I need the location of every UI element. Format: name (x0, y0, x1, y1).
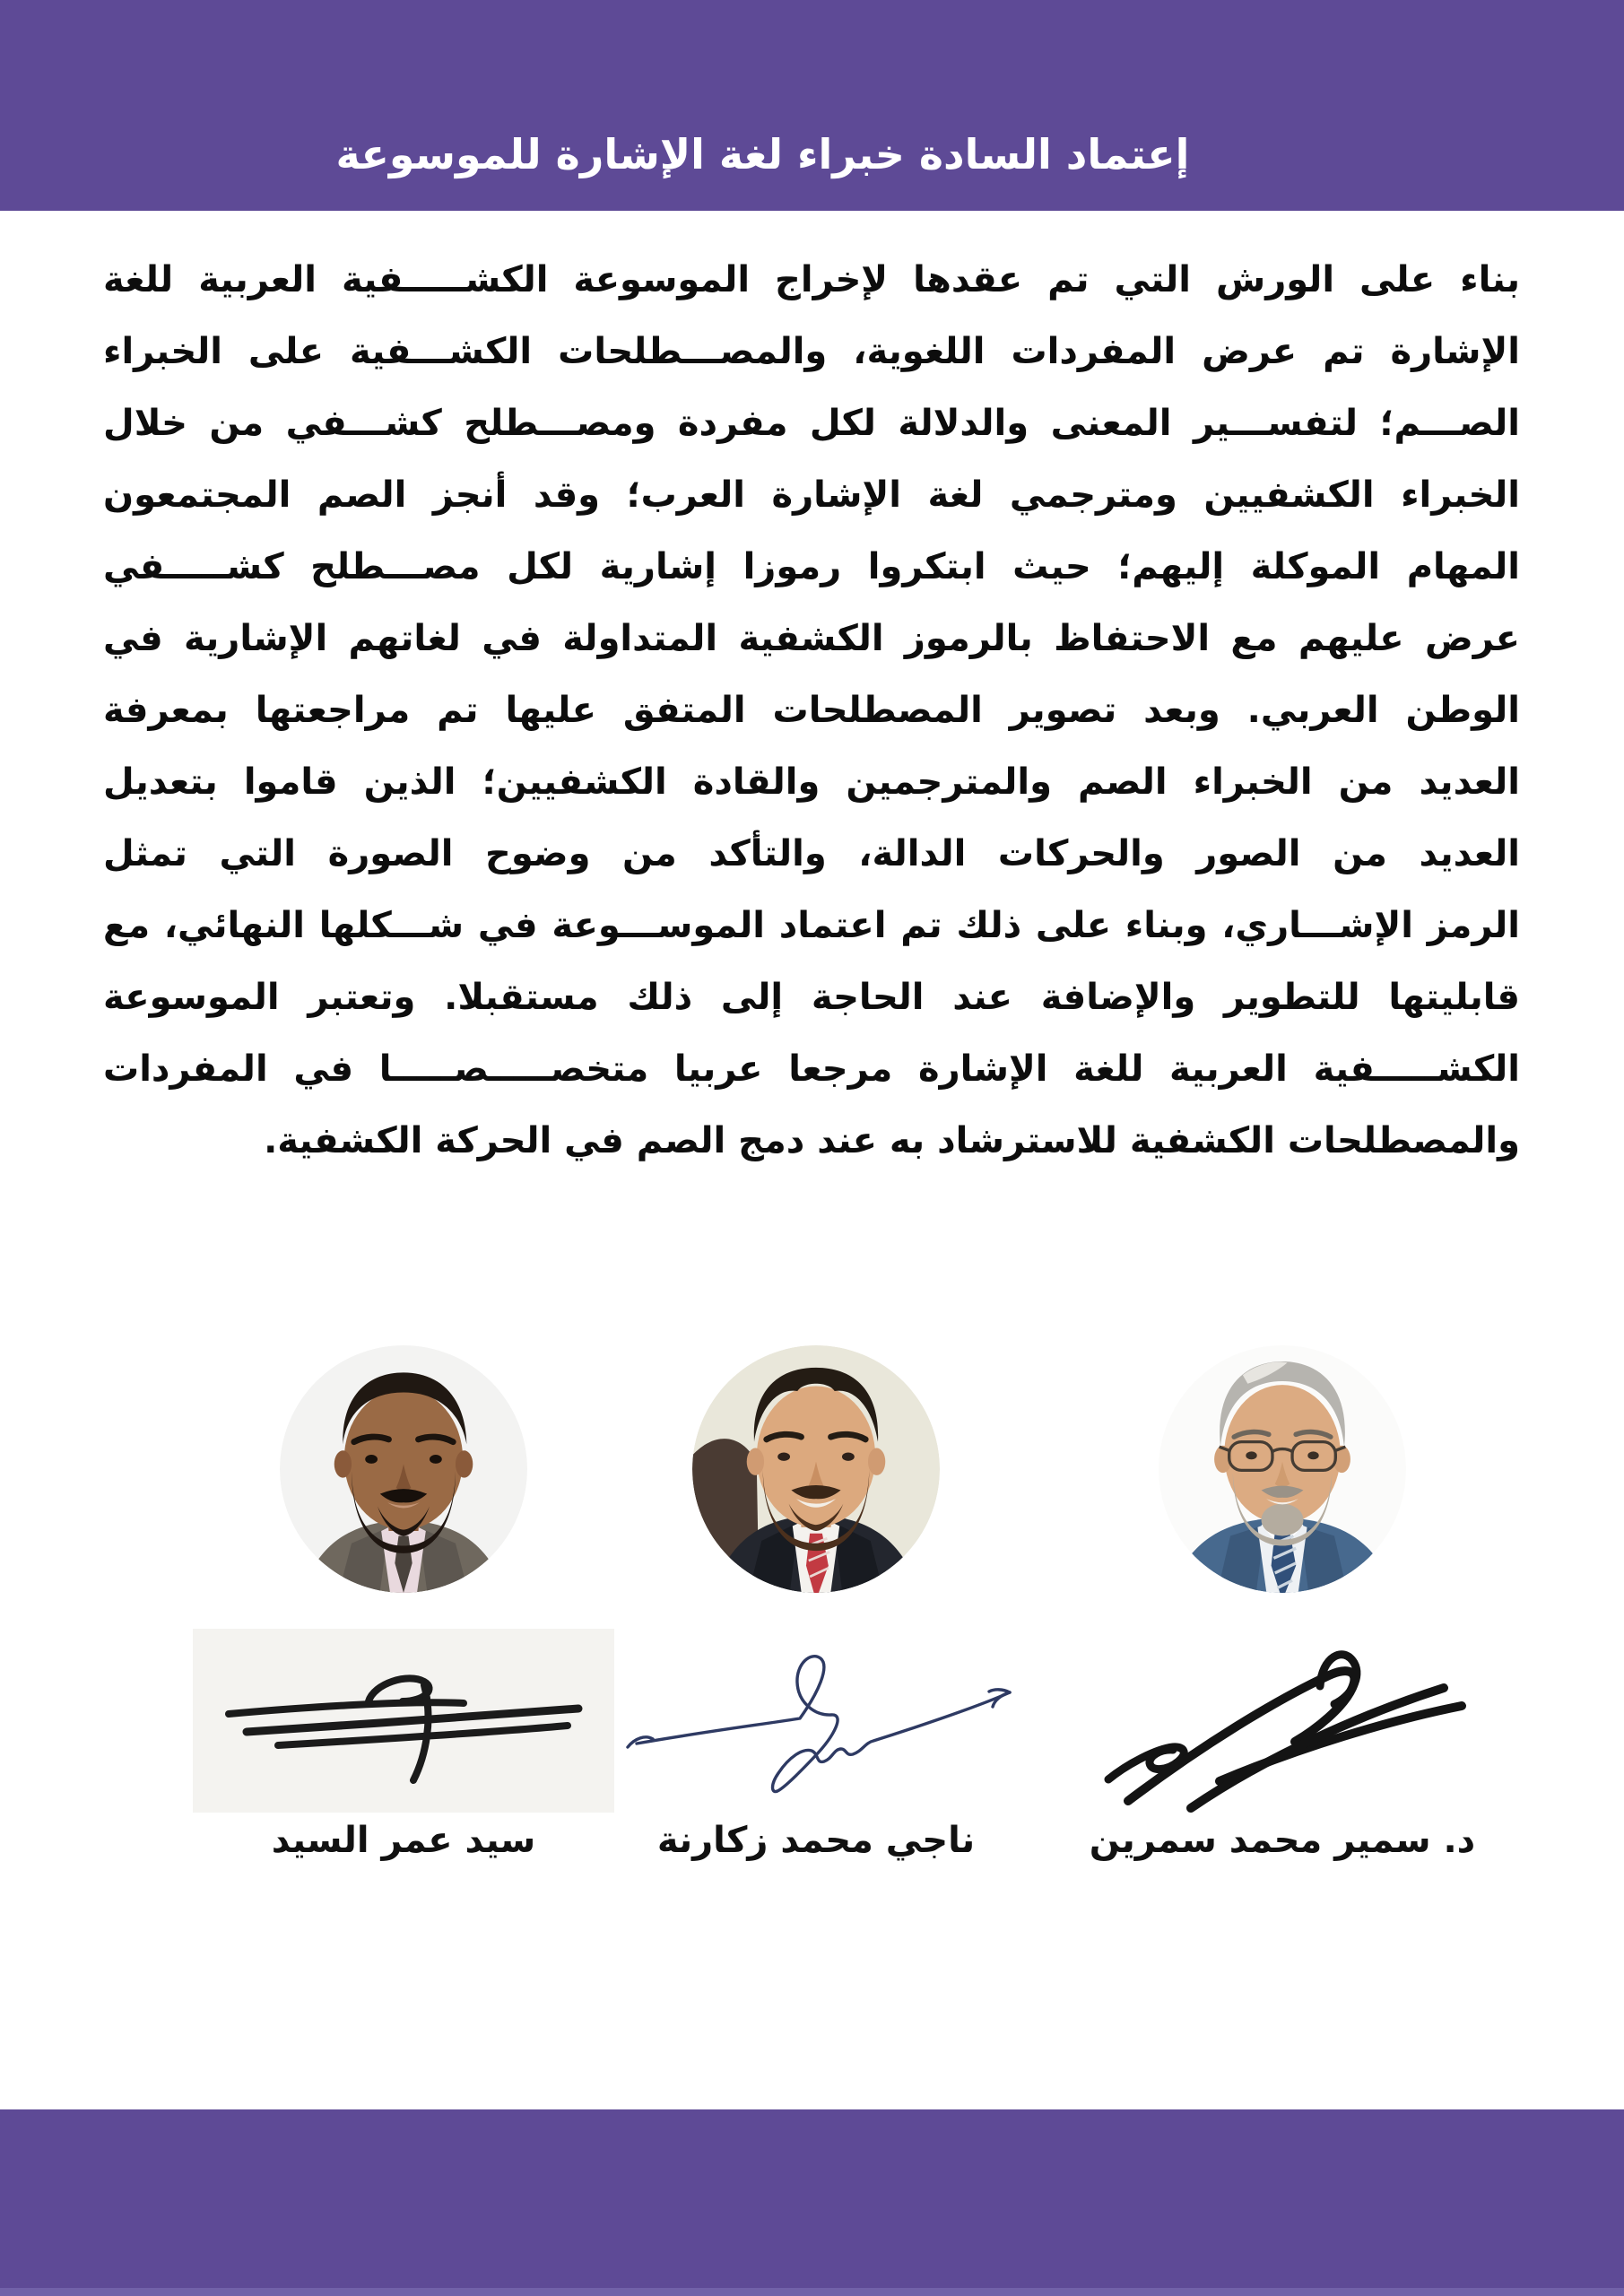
paragraph-line: العديد من الخبراء الصم والمترجمين والقادة الكشفيين؛ الذين قاموا بتعديل (103, 761, 1520, 803)
paragraph-line: الرمز الإشـــاري، وبناء على ذلك تم اعتماد الموســـوعة في شـــكلها النهائي، مع (103, 905, 1520, 946)
signature-ink (1085, 1629, 1480, 1813)
paragraph-line: قابليتها للتطوير والإضافة عند الحاجة إلى ذلك مستقبلا. وتعتبر الموسوعة (103, 977, 1520, 1018)
signature-sayed (193, 1629, 614, 1813)
signer-photo-naji (692, 1345, 940, 1593)
signer-column-naji (605, 1345, 1027, 1861)
paragraph-line: الوطن العربي. وبعد تصوير المصطلحات المتفق عليها تم مراجعتها بمعرفة (103, 690, 1520, 731)
paragraph-line: الخبراء الكشفيين ومترجمي لغة الإشارة العرب؛ وقد أنجز الصم المجتمعون (103, 474, 1520, 516)
footer-stripe (0, 2288, 1624, 2296)
portrait-avatar (1159, 1345, 1406, 1593)
paragraph-line: المهام الموكلة إليهم؛ حيث ابتكروا رموزا إشارية لكل مصـــطلح كشـــــفي (103, 546, 1520, 587)
paragraph-line: والمصطلحات الكشفية للاسترشاد به عند دمج الصم في الحركة الكشفية. (264, 1120, 1520, 1161)
paragraph-line: الإشارة تم عرض المفردات اللغوية، والمصـــطلحات الكشـــفية على الخبراء (103, 331, 1520, 372)
signer-name: سيد عمر السيد (271, 1820, 536, 1861)
paragraph-line: الكشـــــفية العربية للغة الإشارة مرجعا عربيا متخصـــــصـــــا في المفردات (103, 1048, 1520, 1090)
header-bar (0, 0, 1624, 211)
portrait-avatar (280, 1345, 527, 1593)
paragraph-line: عرض عليهم مع الاحتفاظ بالرموز الكشفية المتداولة في لغاتهم الإشارية في (103, 618, 1520, 659)
portrait-avatar (692, 1345, 940, 1593)
signer-photo-sayed (280, 1345, 527, 1593)
paragraph-line: بناء على الورش التي تم عقدها لإخراج الموسوعة الكشـــــفية العربية للغة (103, 259, 1520, 300)
signer-column-samir (1072, 1345, 1493, 1861)
signer-name: د. سمير محمد سمرين (1089, 1820, 1476, 1861)
signature-naji (605, 1629, 1027, 1813)
signer-photo-samir (1159, 1345, 1406, 1593)
signature-ink (610, 1636, 1022, 1806)
paragraph-line: العديد من الصور والحركات الدالة، والتأكد من وضوح الصورة التي تمثل (103, 833, 1520, 874)
signer-column-sayed (193, 1345, 614, 1861)
signature-ink (193, 1631, 614, 1811)
signature-samir (1072, 1629, 1493, 1813)
footer-bar (0, 2109, 1624, 2296)
paragraph-line: الصـــم؛ لتفســـير المعنى والدلالة لكل مفردة ومصـــطلح كشـــفي من خلال (103, 403, 1520, 444)
approval-paragraph (103, 244, 1520, 1177)
signer-name: ناجي محمد زكارنة (656, 1820, 976, 1861)
page-title: إعتماد السادة خبراء لغة الإشارة للموسوعة (335, 130, 1190, 178)
